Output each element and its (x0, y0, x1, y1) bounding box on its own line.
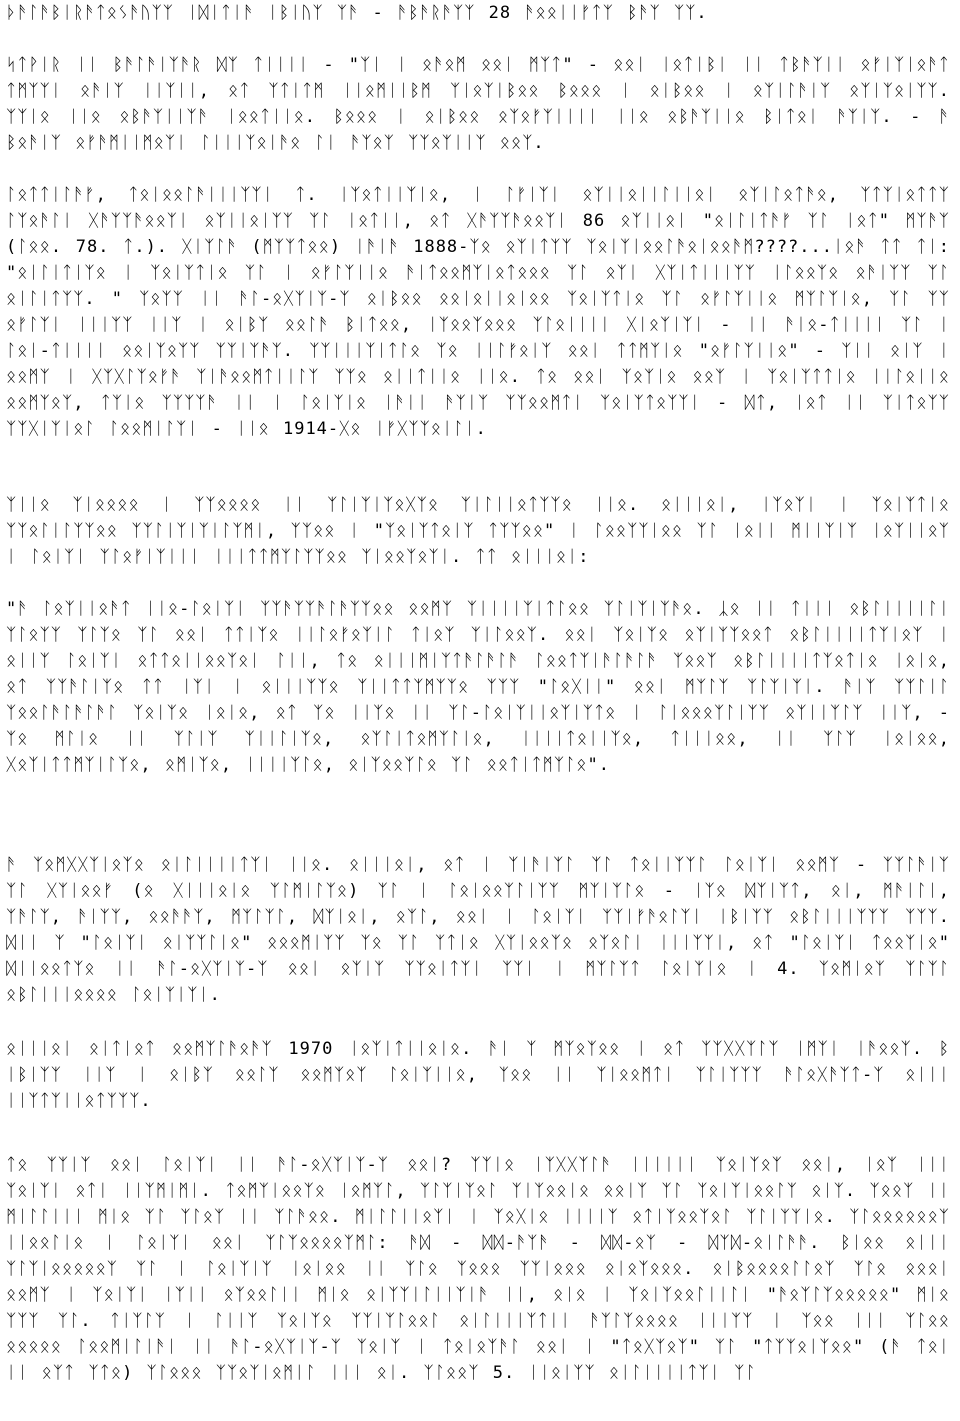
paragraph-2: ᛋᛏᚹᛁᚱ ᛁᛁ ᛒᚫᛚᚫᛁᛉᚫᚱ ᛞᛉ ᛏᛁᛁᛁᛁ - "ᛉᛁ ᛁ ᛟᚫᛟᛗ ᛟᛟᛁ ᛗᛉᛏ" - ᛟᛟᛁ ᛁᛟᛏᛁᛒᛁ ᛁᛁ ᛏᛒᚫᛉᛁᛁ ᛟᚠᛁᛉᛁᛟᚫᛏ ᛏᛗᛉᛉᛁ ᛟᚫᛁᛉ ᛁᛁᛉᛁᛁ, ᛟᛏ ᛉᛏᛁᛏᛗ ᛁᛁᛟᛗᛁᛁᛒᛗ ᛉᛁᛟᛉᛁᛒᛟᛟ ᛒᛟᛟᛟ ᛁ ᛟᛁᛒᛟᛟ ᛁ ᛟᛉᛁᛚᚫᛁᛉ ᛟᛉᛁᛉᛟᛁᛉᛉ. ᛉᛉᛁᛟ ᛁᛁᛟ ᛟᛒᚫᛉᛁᛁᛉᚫ ᛁᛟᛟᛏᛁᛁᛟ. ᛒᛟᛟᛟ ᛁ ᛟᛁᛒᛟᛟ ᛟᛉᛟᚠᛉᛁᛁᛁᛁ ᛁᛁᛟ ᛟᛒᚫᛉᛁᛁᛟ ᛒᛁᛏᛟᛁ ᚫᛉᛁᛉ. - ᚫ ᛒᛟᚫᛁᛉ ᛟᚠᚫᛗᛁᛁᛗᛟᛉᛁ ᛚᛁᛁᛁᛉᛟᛁᚫᛟ ᛚᛁ ᚫᛉᛟᛉ ᛉᛉᛟᛉᛁᛁᛉ ᛟᛟᛉ. (6, 55, 950, 153)
paragraph-8: ᛏᛟ ᛉᛉᛁᛉ ᛟᛟᛁ ᛚᛟᛁᛉᛁ ᛁᛁ ᚫᛚ-ᛟᚷᛉᛁᛉ-ᛉ ᛟᛟᛁ? ᛉᛉᛁᛟ ᛁᛉᚷᚷᛉᛚᚫ ᛁᛁᛁᛁᛁᛁ ᛉᛟᛁᛉᛟᛉ ᛟᛟᛁ, ᛁᛟᛉ ᛁᛁᛁ ᛉᛟᛁᛉᛁ ᛟᛏᛁ ᛁᛁᛉᛗᛁᛗᛁ. ᛏᛟᛗᛉᛁᛟᛟᛉᛟ ᛁᛟᛗᛉᛚ, ᛉᛚᛉᛁᛉᛟᛚ ᛉᛁᛉᛟᛟᛁᛟ ᛟᛟᛁᛉ ᛉᛚ ᛉᛟᛁᛉᛁᛟᛟᛚᛉ ᛟᛁᛉ. ᛉᛟᛟᛉ ᛁᛁ ᛗᛁᛚᛚᛁᛁᛁ ᛗᛁᛟ ᛉᛚ ᛉᛚᛟᛉ ᛁᛁ ᛉᛚᚫᛟᛟ. ᛗᛁᛚᛚᛁᛁᛟᛉᛁ ᛁ ᛉᛟᚷᛁᛟ ᛁᛁᛁᛁᛉ ᛟᛏᛁᛉᛟᛟᛉᛟᛚ ᛉᛚᛁᛉᛉᛁᛟ. ᛉᛚᛟᛟᛟᛟᛟᛟᛉ ᛁᛁᛟᛟᛚᛁᛟ ᛁ ᛚᛟᛁᛉᛁ ᛟᛟᛁ ᛉᛚᛉᛟᛟᛟᛟᛉᛗᛚ: ᚫᛞ - ᛞᛞ-ᚫᛉᚫ - ᛞᛞ-ᛟᛉ - ᛞᛉᛞ-ᛟᛁᛚᚫᚫ. ᛒᛁᛟᛟ ᛟᛁᛁᛁ ᛉᛚᛉᛁᛟᛟᛟᛟᛟᛉ ᛉᛚ ᛁ ᛚᛟᛁᛉᛁᛉ ᛁᛟᛁᛟᛟ ᛁᛁ ᛉᛚᛟ ᛉᛟᛟᛟ ᛉᛉᛁᛟᛟᛟ ᛟᛁᛟᛉᛟᛟᛟ. ᛟᛁᛒᛟᛟᛟᛟᛚᛚᛟᛉ ᛉᛚᛟ ᛟᛟᛟᛁ ᛟᛟᛗᛉ ᛁ ᛉᛟᛁᛉᛁ ᛁᛉᛁᛁ ᛟᛉᛟᛟᛚᛁᛁ ᛗᛁᛟ ᛟᛁᛉᛉᛁᛚᛁᛁᛉᛁᚫ ᛁᛁ, ᛟᛁᛟ ᛁ ᛉᛟᛁᛉᛟᛟᛚᛁᛁᛚᛁ "ᚫᛟᛉᛚᛉᛟᛟᛟᛟᛟ" ᛗᛁᛟ ᛉᛉᛉ ᛉᛚ. ᛏᛁᛉᛚᛉ ᛁ ᛚᛁᛁᛉ ᛉᛟᛁᛉᛟ ᛉᛉᛁᛉᛚᛟᛟᛚ ᛟᛁᛚᛁᛁᛁᛉᛏᛁᛁ ᚫᛉᛚᛉᛟᛟᛟᛟ ᛁᛁᛁᛉᛉ ᛁ ᛉᛟᛟ ᛁᛁᛁ ᛉᛚᛟᛟ ᛟᛟᛟᛟᛟ ᛚᛟᛟᛗᛁᛚᛁᚫᛁ ᛁᛁ ᚫᛚ-ᛟᚷᛉᛁᛉ-ᛉ ᛉᛟᛁᛉ ᛁ ᛏᛟᛁᛟᛉᚫᛚ ᛟᛟᛁ ᛁ "ᛏᛟᚷᛉᛟᛉ" ᛉᛚ "ᛏᛉᛉᛟᛁᛉᛟᛟ" (ᚫ ᛏᛟᛁ ᛁᛁ ᛟᛉᛏ ᛉᛏᛟ) ᛉᛚᛟᛟᛟ ᛉᛉᛟᛉᛁᛟᛗᛁᛚ ᛁᛁᛁ ᛟᛁ. ᛉᛚᛟᛟᛉ 5. ᛁᛁᛟᛁᛉᛉ ᛟᛁᛚᛁᛁᛁᛁᛏᛉᛁ ᛉᛚ (6, 1155, 950, 1383)
paragraph-3: ᛚᛟᛏᛏᛁᛚᚫᚠ, ᛏᛟᛁᛟᛟᛚᚫᛁᛁᛁᛉᛉᛁ ᛏ. ᛁᛉᛟᛏᛁᛁᛉᛁᛟ, ᛁ ᛚᚠᛁᛉᛁ ᛟᛉᛁᛁᛟᛁᛁᛚᛁᛁᛟᛁ ᛟᛉᛁᛚᛟᛏᚫᛟ, ᛉᛏᛉᛁᛟᛏᛏᛉ ᛚᛉᛟᚫᛚᛁ ᚷᚫᛉᛉᚫᛟᛟᛉᛁ ᛟᛉᛁᛁᛟᛁᛉᛉ ᛉᛚ ᛁᛟᛏᛁᛁ, ᛟᛏ ᚷᚫᛉᛉᚫᛟᛟᛉᛁ 86 ᛟᛉᛁᛁᛟᛁ "ᛟᛁᛚᛁᛏᚫᚠ ᛉᛚ ᛁᛟᛏ" ᛗᛉᚫᛉ (ᛚᛟᛟ. 78. ᛏ.). ᚷᛁᛉᛚᚫ (ᛗᛉᛉᛏᛟᛟ) ᛁᚫᛁᚫ 1888-ᛉᛟ ᛟᛉᛁᛏᛉᛉ ᛉᛟᛁᛉᛁᛟᛟᛚᚫᛟᛁᛟᛟᚫᛗ????...ᛁᛟᚫ ᛏᛏ ᛏᛁ: "ᛟᛁᛚᛁᛏᛁᛉᛟ ᛁ ᛉᛟᛁᛉᛏᛁᛟ ᛉᛚ ᛁ ᛟᚠᛚᛉᛁᛁᛟ ᚫᛁᛏᛟᛟᛗᛉᛁᛟᛏᛟᛟᛟ ᛉᛚ ᛟᛉᛁ ᚷᛉᛁᛏᛁᛁᛁᛉᛉ ᛁᛚᛟᛟᛉᛟ ᛟᚫᛁᛉᛉ ᛉᛚ ᛟᛁᛚᛁᛏᛉᛉ. " ᛉᛟᛉᛉ ᛁᛁ ᚫᛚ-ᛟᚷᛉᛁᛉ-ᛉ ᛟᛁᛒᛟᛟ ᛟᛟᛁᛟᛁᛁᛟᛁᛟᛟ ᛉᛟᛁᛉᛏᛁᛟ ᛉᛚ ᛟᚠᛚᛉᛁᛁᛟ ᛗᛉᛚᛉᛁᛟ, ᛉᛚ ᛉᛉ ᛟᚠᛚᛉᛁ ᛁᛁᛁᛉᛉ ᛁᛁᛉ ᛁ ᛟᛁᛒᛉ ᛟᛟᛚᚫ ᛒᛁᛏᛟᛟ, ᛁᛉᛟᛟᛉᛟᛟᛟ ᛉᛚᛟᛁᛁᛁᛁ ᚷᛁᛟᛉᛁᛉᛁ - ᛁᛁ ᚫᛁᛟ-ᛏᛁᛁᛁᛁ ᛉᛚ ᛁ ᛚᛟᛁ-ᛏᛁᛁᛁᛁ ᛟᛟᛁᛉᛟᛉᛉ ᛉᛉᛁᛉᚫᛉ. ᛉᛉᛁᛁᛁᛉᛁᛏᛚᛟ ᛉᛟ ᛁᛁᛚᚠᛟᛁᛉ ᛟᛟᛁ ᛏᛏᛗᛉᛁᛟ "ᛟᚠᛚᛉᛁᛁᛟ" - ᛉᛁᛁ ᛟᛁᛉ ᛁ ᛟᛟᛗᛉ ᛁ ᚷᛉᚷᛚᛉᛟᚠᚫ ᛉᛁᚫᛟᛟᛗᛏᛁᛁᛚᛉ ᛉᛉᛟ ᛟᛁᛁᛏᛁᛁᛟ ᛁᛁᛟ. ᛏᛟ ᛟᛟᛁ ᛉᛟᛉᛁᛟ ᛟᛟᛉ ᛁ ᛉᛟᛁᛉᛏᛏᛁᛟ ᛁᛁᛚᛟᛁᛁᛟ ᛟᛟᛗᛉᛟᛉ, ᛏᛉᛁᛟ ᛉᛉᛉᛉᚫ ᛁᛁ ᛁ ᛚᛟᛁᛉᛁᛟ ᛁᚫᛁᛁ ᚫᛉᛁᛉ ᛉᛉᛟᛟᛗᛏᛁ ᛉᛟᛁᛉᛏᛟᛉᛉᛁ - ᛞᛏ, ᛁᛟᛏ ᛁᛁ ᛉᛁᛏᛟᛉᛉ ᛉᛉᚷᛁᛉᛁᛟᛚ ᛚᛟᛟᛗᛁᛚᛉᛁ - ᛁᛁᛟ 1914-ᚷᛟ ᛁᚠᚷᛉᛉᛟᛁᛚᛁ. (6, 185, 950, 439)
paragraph-5-quote: "ᚫ ᛚᛟᛉᛁᛁᛟᚫᛏ ᛁᛁᛟ-ᛚᛟᛁᛉᛁ ᛉᛉᚫᛉᛉᚫᛚᚫᛉᛉᛟᛟ ᛟᛟᛗᛉ ᛉᛁᛁᛁᛁᛉᛁᛏᛚᛟᛟ ᛉᛚᛁᛉᛁᛉᚫᛟ. ᛣᛟ ᛁᛁ ᛏᛁᛁᛁ ᛟᛒᛚᛁᛁᛁᛁᛚᛁ ᛉᛚᛟᛉᛉ ᛉᛚᛉᛟ ᛉᛚ ᛟᛟᛁ ᛏᛏᛁᛉᛟ ᛁᛁᛚᛟᚠᛟᛉᛁᛚ ᛏᛁᛟᛉ ᛉᛁᛚᛟᛟᛉ. ᛟᛟᛁ ᛉᛟᛁᛉᛟ ᛟᛉᛁᛉᛉᛟᛟᛏ ᛟᛒᛚᛁᛁᛁᛁᛏᛉᛁᛟᛉ ᛁ ᛟᛁᛁᛉ ᛚᛟᛁᛉᛁ ᛟᛏᛏᛟᛁᛁᛟᛟᛉᛟᛁ ᛚᛁᛁ, ᛏᛟ ᛟᛁᛁᛁᛗᛁᛉᛏᚫᛚᚫᛚᚫ ᛚᛟᛟᛏᛉᛁᚫᛚᚫᛚᚫ ᛉᛟᛟᛉ ᛟᛒᛚᛁᛁᛁᛁᛏᛉᛟᛏᛁᛟ ᛁᛟᛁᛟ, ᛟᛏ ᛉᛉᚫᛚᛁᛉᛟ ᛏᛏ ᛁᛉᛁ ᛁ ᛟᛁᛁᛁᛉᛉᛟ ᛉᛁᛁᛏᛏᛉᛗᛉᛉᛟ ᛉᛉᛉ "ᛚᛟᚷᛁᛁ" ᛟᛟᛁ ᛗᛉᛚᛉ ᛉᛚᛉᛁᛉᛁ. ᚫᛁᛉ ᛉᛉᛚᛁᛚ ᛉᛟᛟᛚᚫᛚᚫᛚᚫᛚ ᛉᛟᛁᛉᛟ ᛁᛟᛁᛟ, ᛟᛏ ᛉᛟ ᛁᛁᛉᛟ ᛁᛁ ᛉᛚ-ᛚᛟᛁᛉᛁᛁᛟᛉᛁᛉᛏᛟ ᛁ ᛚᛁᛟᛟᛟᛉᛚᛁᛉᛉ ᛟᛉᛁᛁᛉᛚᛉ ᛁᛁᛉ, - ᛉᛟ ᛗᛚᛁᛟ ᛁᛁ ᛉᛚᛁᛉ ᛉᛁᛁᛚᛁᛉᛟ, ᛟᛉᛚᛁᛏᛟᛗᛉᛚᛁᛟ, ᛁᛁᛁᛁᛏᛟᛁᛁᛉᛟ, ᛏᛁᛁᛁᛟᛟ, ᛁᛁ ᛉᛚᛉ ᛁᛟᛁᛟᛟ, ᚷᛟᛉᛁᛏᛏᛗᛉᛁᛚᛉᛟ, ᛟᛗᛁᛉᛟ, ᛁᛁᛁᛁᛉᛚᛟ, ᛟᛁᛉᛟᛟᛉᛚᛟ ᛉᛚ ᛟᛟᛏᛁᛏᛗᛉᛚᛟ". (6, 599, 950, 775)
paragraph-4: ᛉᛁᛁᛟ ᛉᛁᛟᛟᛟᛟ ᛁ ᛉᛉᛟᛟᛟᛟ ᛁᛁ ᛉᛚᛁᛉᛁᛉᛟᚷᛉᛟ ᛉᛁᛚᛁᛁᛟᛏᛉᛉᛟ ᛁᛁᛟ. ᛟᛁᛁᛁᛟᛁ, ᛁᛉᛟᛉᛁ ᛁ ᛉᛟᛁᛉᛏᛁᛟ ᛉᛉᛟᛚᛁᛚᛉᛉᛟᛟ ᛉᛉᛚᛁᛉᛁᛉᛁᛚᛉᛗᛁ, ᛉᛉᛟᛟ ᛁ "ᛉᛟᛁᛉᛏᛟᛁᛉ ᛏᛉᛉᛟᛟ" ᛁ ᛚᛟᛟᛉᛉᛁᛟᛟ ᛉᛚ ᛁᛟᛁᛁ ᛗᛁᛁᛉᛁᛉ ᛁᛟᛉᛁᛁᛟᛉ ᛁ ᛚᛟᛁᛉᛁ ᛉᛚᛟᚠᛁᛉᛁᛁᛁ ᛁᛁᛁᛏᛏᛗᛉᛚᛉᛉᛟᛟ ᛉᛁᛟᛟᛉᛟᛉᛁ. ᛏᛏ ᛟᛁᛁᛁᛟᛁ: (6, 495, 950, 567)
paragraph-6: ᚫ ᛉᛟᛗᚷᚷᛉᛁᛟᛉᛟ ᛟᛁᛚᛁᛁᛁᛁᛏᛉᛁ ᛁᛁᛟ. ᛟᛁᛁᛁᛟᛁ, ᛟᛏ ᛁ ᛉᛁᚫᛁᛉᛚ ᛉᛚ ᛏᛟᛁᛁᛉᛉᛚ ᛚᛟᛁᛉᛁ ᛟᛟᛗᛉ - ᛉᛉᛚᚫᛁᛉ ᛉᛚ ᚷᛉᛁᛟᛟᚠ (ᛟ ᚷᛁᛁᛁᛟᛁᛟ ᛉᛚᛗᛁᛚᛉᛟ) ᛉᛚ ᛁ ᛚᛟᛁᛟᛟᛉᛚᛁᛉᛉ ᛗᛉᛁᛉᛚᛟ - ᛁᛉᛟ ᛞᛉᛁᛉᛏ, ᛟᛁ, ᛗᚫᛁᛚᛁ, ᛉᚫᛚᛉ, ᚫᛁᛉᛉ, ᛟᛟᚫᚫᛉ, ᛗᛉᛚᛉᛚ, ᛞᛉᛁᛟᛁ, ᛟᛉᛚ, ᛟᛟᛁ ᛁ ᛚᛟᛁᛉᛁ ᛉᛉᛁᚠᚫᛟᛚᛉᛁ ᛁᛒᛁᛉᛉ ᛟᛒᛚᛁᛁᛁᛉᛉᛉ ᛉᛉᛉ. ᛞᛁᛁ ᛉ "ᛚᛟᛁᛉᛁ ᛟᛁᛉᛉᛚᛁᛟ" ᛟᛟᛟᛗᛁᛉᛉ ᛉᛟ ᛉᛚ ᛉᛏᛁᛟ ᚷᛉᛁᛟᛟᛉᛟ ᛟᛉᛟᛚᛁ ᛁᛁᛁᛉᛉᛁ, ᛟᛏ "ᛚᛟᛁᛉᛁ ᛏᛟᛟᛉᛁᛟ" ᛞᛁᛁᛟᛟᛏᛉᛟ ᛁᛁ ᚫᛚ-ᛟᚷᛉᛁᛉ-ᛉ ᛟᛟᛁ ᛟᛉᛁᛉ ᛉᛉᛟᛁᛏᛉᛁ ᛉᛉᛁ ᛁ ᛗᛉᛚᛉᛏ ᛚᛟᛁᛉᛁᛟ ᛁ 4. ᛉᛟᛗᛁᛟᛉ ᛉᛚᛉᛚ ᛟᛒᛚᛁᛁᛁᛟᛟᛟᛟ ᛚᛟᛁᛉᛁᛉᛁ. (6, 855, 950, 1005)
paragraph-1: ᚦᚫᛚᚫᛒᛁᚱᚫᛏᛟᛊᚫᚢᛉᛉ ᛁᛞᛁᛏᛁᚫ ᛁᛒᛁᚢᛉ ᛉᚫ - ᚫᛒᚫᚱᚫᛉᛉ 28 ᚫᛟᛟᛁᛁᚠᛏᛉ ᛒᚫᛉ ᛉᛉ. (6, 3, 708, 23)
paragraph-7: ᛟᛁᛁᛁᛟᛁ ᛟᛁᛏᛁᛟᛏ ᛟᛟᛗᛉᛚᚫᛟᚫᛉ 1970 ᛁᛟᛉᛁᛏᛁᛁᛟᛁᛟ. ᚫᛁ ᛉ ᛗᛉᛟᛉᛟᛟ ᛁ ᛟᛏ ᛉᛉᚷᚷᛉᛚᛉ ᛁᛗᛉᛁ ᛁᚫᛟᛟᛉ. ᛒ ᛁᛒᛁᛉᛉ ᛁᛁᛉ ᛁ ᛟᛁᛒᛉ ᛟᛟᛚᛉ ᛟᛟᛗᛉᛟᛉ ᛚᛟᛁᛉᛁᛁᛟ, ᛉᛟᛟ ᛁᛁ ᛉᛁᛟᛟᛗᛏᛁ ᛉᛚᛁᛉᛉᛉ ᚫᛚᛟᚷᚫᛉᛏ-ᛉ ᛟᛁᛁᛁ ᛁᛁᛉᛏᛉᛁᛁᛟᛏᛉᛉᛉ. (6, 1039, 950, 1111)
